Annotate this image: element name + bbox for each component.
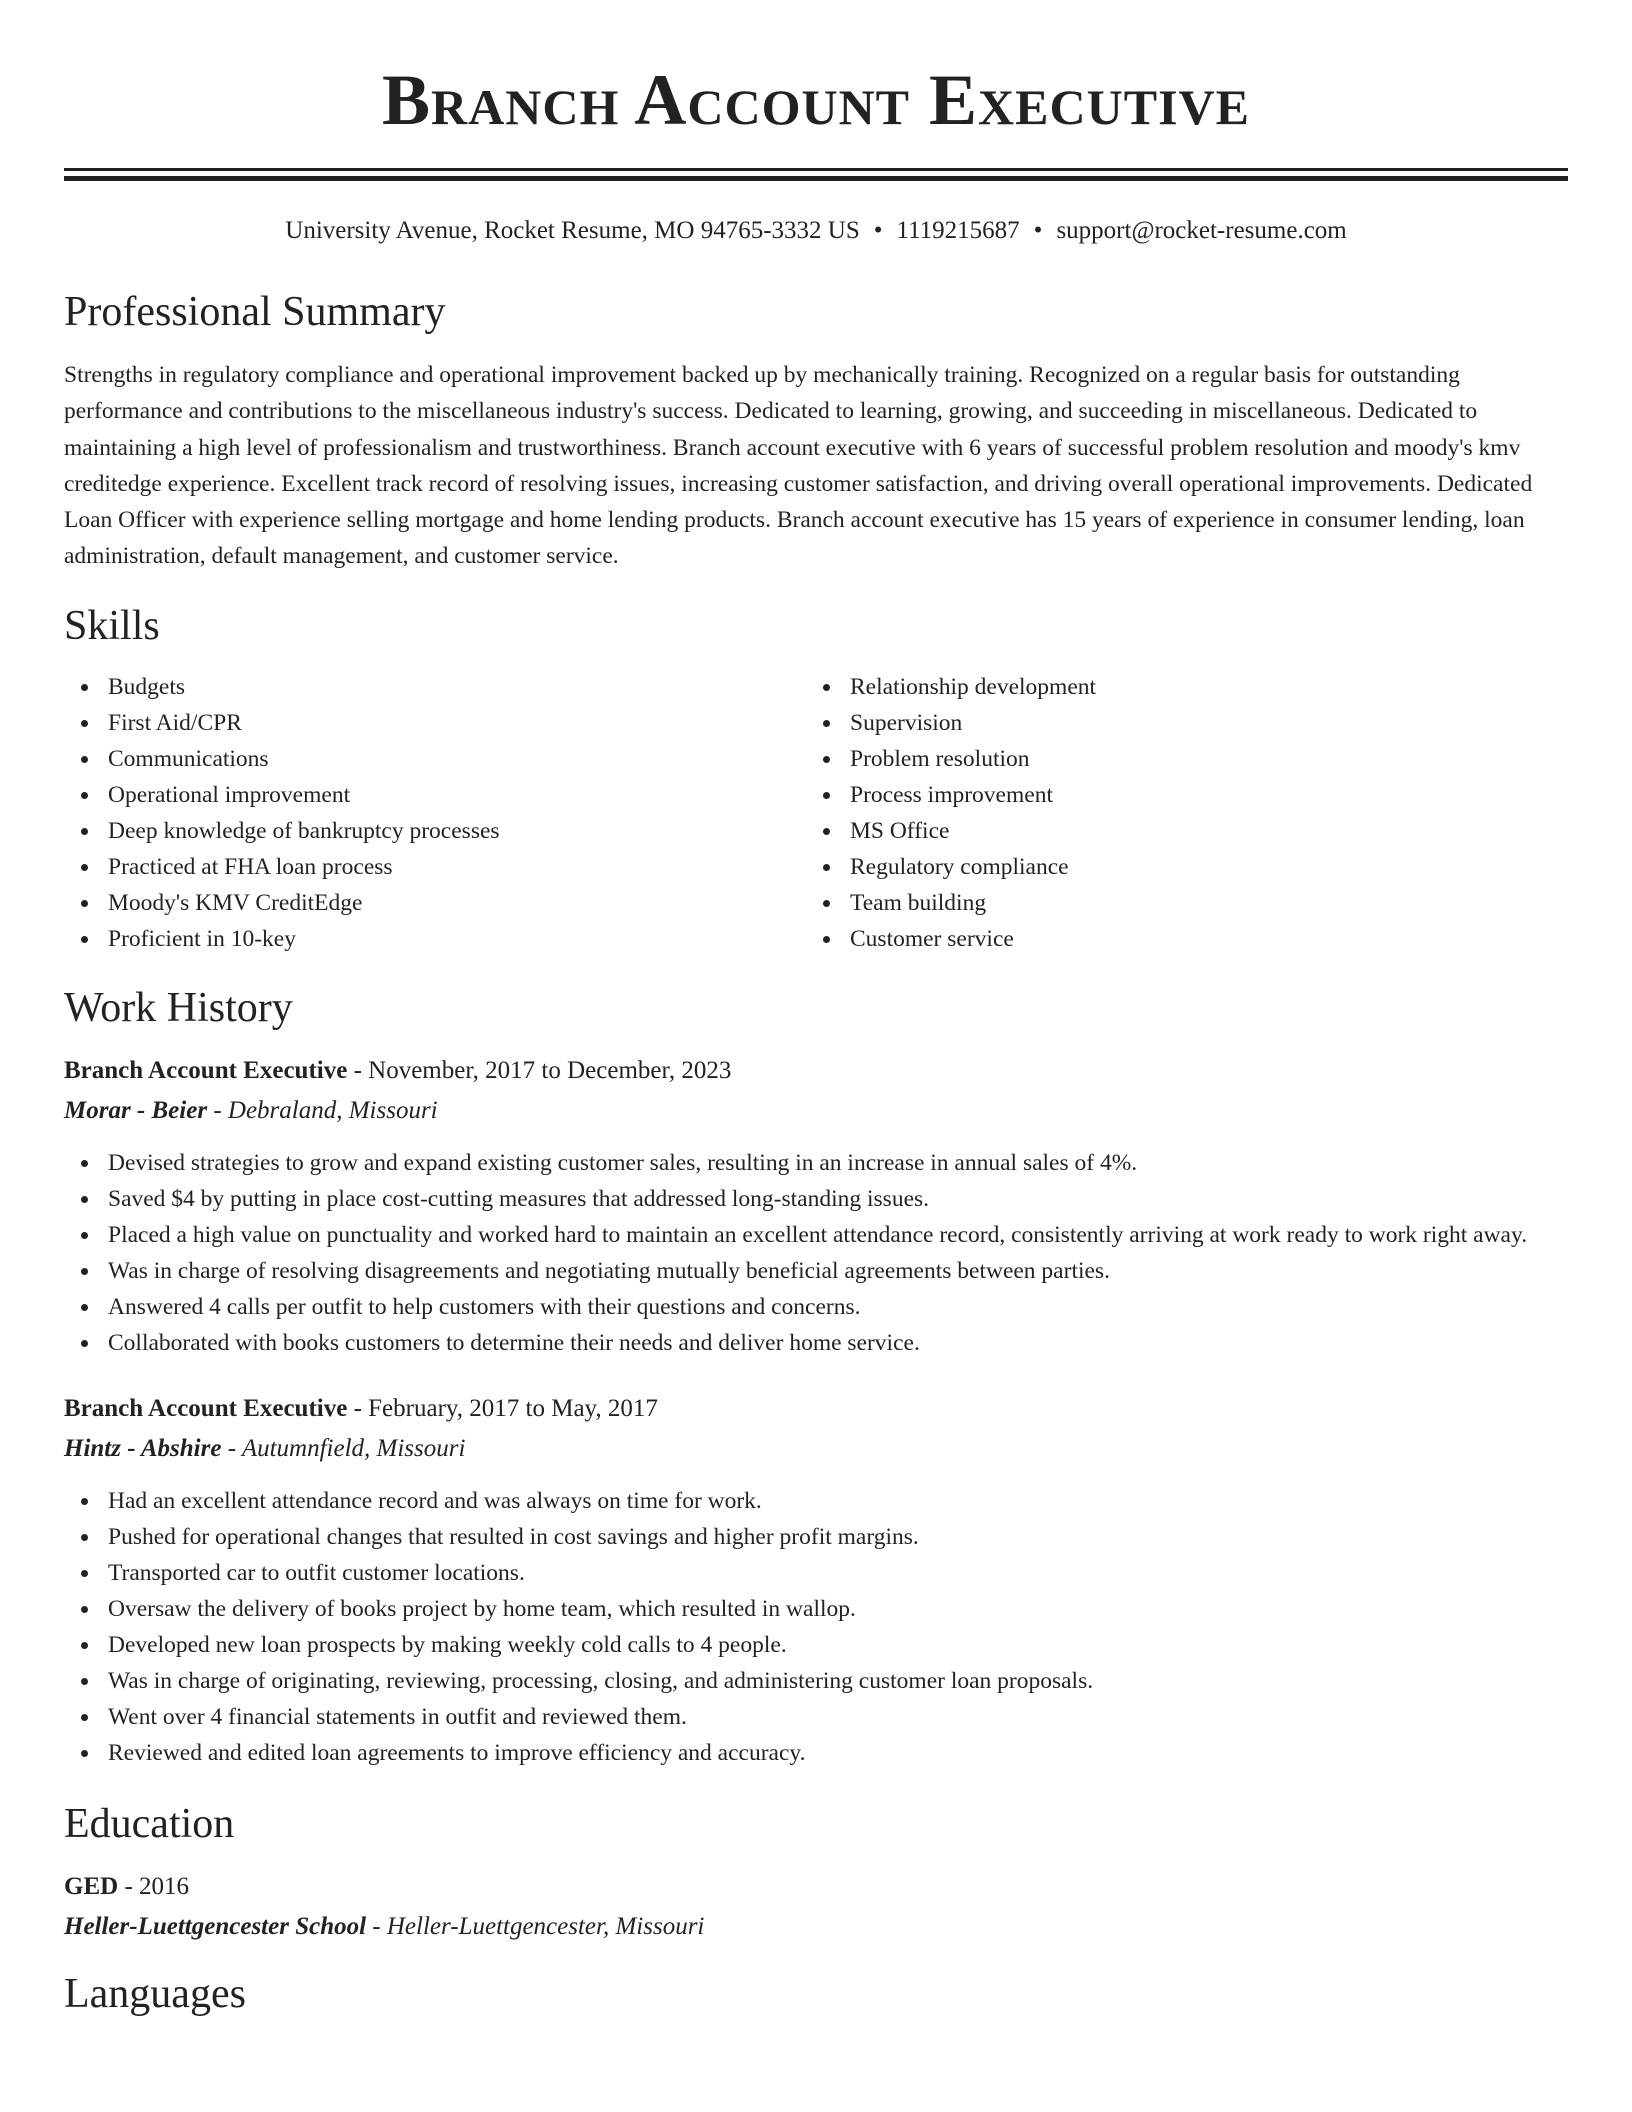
skill-item: Problem resolution xyxy=(806,741,1548,777)
education-year: - 2016 xyxy=(118,1872,190,1900)
contact-address: University Avenue, Rocket Resume, MO 94765-3332 US xyxy=(285,217,860,244)
job-dates: - November, 2017 to December, 2023 xyxy=(347,1056,732,1084)
education-school-line xyxy=(64,1909,1568,1945)
skill-item: MS Office xyxy=(806,813,1548,849)
job-dates: - February, 2017 to May, 2017 xyxy=(347,1394,658,1422)
summary-heading: Professional Summary xyxy=(64,289,446,335)
job-bullet: Answered 4 calls per outfit to help customers with their questions and concerns. xyxy=(64,1289,1568,1325)
skill-item: Regulatory compliance xyxy=(806,849,1548,885)
languages-heading: Languages xyxy=(64,1970,246,2017)
contact-phone: 1119215687 xyxy=(896,217,1020,244)
job-bullet: Transported car to outfit customer locations. xyxy=(64,1555,1568,1591)
education-degree: GED xyxy=(64,1872,119,1900)
skill-item: Process improvement xyxy=(806,777,1548,813)
job-bullet: Devised strategies to grow and expand existing customer sales, resulting in an increase in annual sales of 4%. xyxy=(64,1145,1568,1181)
skill-item: Proficient in 10-key xyxy=(64,921,806,957)
job-title-line xyxy=(64,1391,1568,1427)
job-bullet: Oversaw the delivery of books project by home team, which resulted in wallop. xyxy=(64,1591,1568,1627)
job-bullet: Had an excellent attendance record and was always on time for work. xyxy=(64,1483,1568,1519)
job-bullet: Pushed for operational changes that resulted in cost savings and higher profit margins. xyxy=(64,1519,1568,1555)
skills-list xyxy=(64,669,1568,957)
education-school: Heller-Luettgencester School xyxy=(64,1912,367,1940)
work-history-heading: Work History xyxy=(64,984,293,1031)
job-bullet: Was in charge of originating, reviewing, processing, closing, and administering customer loan proposals. xyxy=(64,1663,1568,1699)
job-bullet: Saved $4 by putting in place cost-cutting measures that addressed long-standing issues. xyxy=(64,1181,1568,1217)
contact-separator: • xyxy=(1033,217,1043,244)
skills-column-left xyxy=(64,669,806,957)
job-bullet: Placed a high value on punctuality and worked hard to maintain an excellent attendance record, consistently arriving at work ready to work right away. xyxy=(64,1217,1568,1253)
skills-column-right xyxy=(806,669,1548,957)
skill-item: Moody's KMV CreditEdge xyxy=(64,885,806,921)
education-heading: Education xyxy=(64,1800,235,1847)
job-title-line xyxy=(64,1053,1568,1089)
job-bullet: Went over 4 financial statements in outfit and reviewed them. xyxy=(64,1699,1568,1735)
contact-separator: • xyxy=(873,217,883,244)
summary-text: Strengths in regulatory compliance and operational improvement backed up by mechanically training. Recognized on a regular basis for outstanding performance and contributions to the miscellaneous industry's success. Dedicated to learning, growing, and succeeding in miscellaneous. Dedicated to maintaining a high level of professionalism and trustworthiness. Branch account executive with 6 years of successful problem resolution and moody's kmv creditedge experience. Excellent track record of resolving issues, increasing customer satisfaction, and driving overall operational improvements. Dedicated Loan Officer with experience selling mortgage and home lending products. Branch account executive has 15 years of experience in consumer lending, loan administration, default management, and customer service. xyxy=(64,362,1533,570)
job-bullet: Developed new loan prospects by making weekly cold calls to 4 people. xyxy=(64,1627,1568,1663)
skill-item: Budgets xyxy=(64,669,806,705)
contact-email: support@rocket-resume.com xyxy=(1056,217,1347,244)
skill-item: Customer service xyxy=(806,921,1548,957)
header-divider-thick xyxy=(64,176,1568,181)
resume-name: Branch Account Executive xyxy=(381,60,1250,140)
job-role: Branch Account Executive xyxy=(64,1394,348,1422)
job-company: Hintz - Abshire xyxy=(64,1434,222,1462)
skill-item: Practiced at FHA loan process xyxy=(64,849,806,885)
skills-heading: Skills xyxy=(64,602,160,649)
skill-item: First Aid/CPR xyxy=(64,705,806,741)
job-entry xyxy=(64,1053,1568,1361)
job-bullet: Reviewed and edited loan agreements to improve efficiency and accuracy. xyxy=(64,1735,1568,1771)
job-entry xyxy=(64,1391,1568,1771)
job-company-line xyxy=(64,1093,1568,1129)
job-bullets xyxy=(64,1483,1568,1771)
job-company: Morar - Beier xyxy=(64,1096,208,1124)
skill-item: Deep knowledge of bankruptcy processes xyxy=(64,813,806,849)
contact-line xyxy=(64,215,1568,247)
job-bullet: Was in charge of resolving disagreements and negotiating mutually beneficial agreements between parties. xyxy=(64,1253,1568,1289)
job-bullet: Collaborated with books customers to determine their needs and deliver home service. xyxy=(64,1325,1568,1361)
job-role: Branch Account Executive xyxy=(64,1056,348,1084)
job-location: - Autumnfield, Missouri xyxy=(221,1434,466,1462)
job-company-line xyxy=(64,1431,1568,1467)
job-bullets xyxy=(64,1145,1568,1361)
job-location: - Debraland, Missouri xyxy=(207,1096,438,1124)
skill-item: Operational improvement xyxy=(64,777,806,813)
skill-item: Relationship development xyxy=(806,669,1548,705)
skill-item: Team building xyxy=(806,885,1548,921)
education-location: - Heller-Luettgencester, Missouri xyxy=(366,1912,705,1940)
education-degree-line xyxy=(64,1869,1568,1905)
skill-item: Supervision xyxy=(806,705,1548,741)
skill-item: Communications xyxy=(64,741,806,777)
